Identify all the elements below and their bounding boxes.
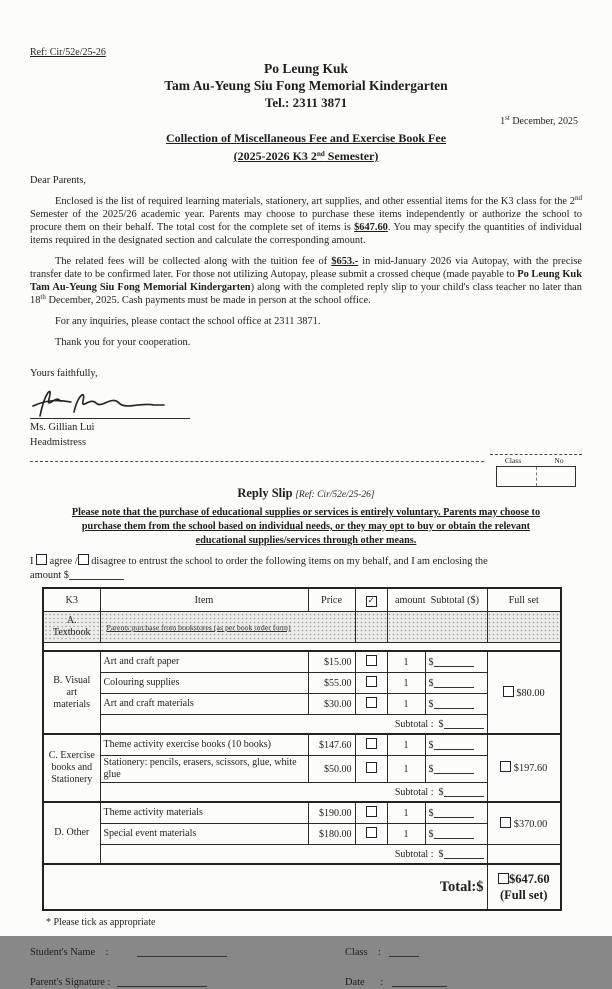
parent-signature-line[interactable]	[117, 976, 207, 987]
table-row: C. Exercise books and Stationery Theme activity exercise books (10 books) $147.60 1 $ $197.60	[43, 734, 561, 756]
letter-title-line2: (2025-2026 K3 2nd Semester)	[233, 149, 379, 163]
letterhead	[30, 60, 582, 111]
fullset-total-checkbox[interactable]	[498, 873, 509, 884]
class-line[interactable]	[389, 946, 419, 957]
col-item: Item	[100, 588, 308, 612]
fullset-b-checkbox[interactable]	[503, 686, 514, 697]
checked-box-icon: ✓	[367, 596, 375, 607]
class-no-box	[490, 454, 582, 487]
subtotal-line[interactable]	[434, 739, 474, 750]
total-amount-text: $647.60	[354, 222, 388, 233]
signer-name: Ms. Gillian Lui	[30, 422, 95, 433]
fullset-d-checkbox[interactable]	[500, 817, 511, 828]
subtotal-line[interactable]	[434, 828, 474, 839]
section-a-label: A. Textbook	[43, 612, 100, 643]
subtotal-line[interactable]	[444, 786, 484, 797]
subtotal-line[interactable]	[434, 698, 474, 709]
reply-slip-title: Reply Slip [Ref: Cir/52e/25-26]	[237, 486, 375, 500]
total-label: Total:$	[43, 864, 487, 910]
class-label: Class	[504, 456, 522, 465]
item-checkbox[interactable]	[366, 762, 377, 773]
disagree-checkbox[interactable]	[78, 554, 89, 565]
item-checkbox[interactable]	[366, 806, 377, 817]
fullset-c-checkbox[interactable]	[500, 761, 511, 772]
letter-date: 1st December, 2025	[500, 114, 578, 127]
parent-signature-label: Parent's Signature :	[30, 977, 111, 989]
ref-number: Ref: Cir/52e/25-26	[30, 47, 106, 58]
section-b-label: B. Visual art materials	[43, 651, 100, 734]
col-k3: K3	[43, 588, 100, 612]
section-d-label: D. Other	[43, 802, 100, 864]
amount-input-line[interactable]	[69, 569, 124, 580]
item-checkbox[interactable]	[366, 676, 377, 687]
date-line-fill[interactable]	[392, 976, 447, 987]
table-row: B. Visual art materials Art and craft paper $15.00 1 $ $80.00	[43, 651, 561, 673]
col-amount-subtotal: amount Subtotal ($)	[387, 588, 487, 612]
subtotal-row: Subtotal : $	[43, 845, 561, 865]
salutation: Dear Parents,	[30, 175, 86, 186]
table-row: Colouring supplies $55.00 1 $	[43, 673, 561, 694]
section-b-fullset: $80.00	[487, 651, 561, 734]
signature-rule	[30, 384, 190, 419]
total-fullset	[487, 864, 561, 910]
total-fullset-caption: (Full set)	[499, 888, 548, 903]
item-checkbox[interactable]	[366, 827, 377, 838]
total-row	[43, 864, 561, 910]
total-fullset-amount: $647.60	[508, 872, 550, 887]
col-price: Price	[308, 588, 355, 612]
payee-name: Po Leung Kuk Tam Au-Yeung Siu Fong Memorial Kindergarten	[30, 269, 582, 293]
spacer-row	[43, 643, 561, 652]
subtotal-row: Subtotal : $	[43, 783, 561, 803]
voluntary-note: Please note that the purchase of educational supplies or services is entirely voluntary. Parents may choose to purchase them from the school based on individual needs, or they may opt to buy or obtain the relevant educational supplies/services through other means.	[71, 507, 541, 546]
subtotal-line[interactable]	[434, 763, 474, 774]
class-field-label: Class :	[345, 947, 381, 959]
tuition-fee-text: $653.-	[331, 256, 359, 267]
subtotal-row: Subtotal : $	[43, 715, 561, 735]
no-label: No	[554, 456, 564, 465]
col-check	[355, 588, 387, 612]
table-row: Art and craft materials $30.00 1 $	[43, 694, 561, 715]
col-full-set: Full set	[487, 588, 561, 612]
signature-row	[30, 976, 582, 989]
subtotal-line[interactable]	[434, 807, 474, 818]
table-header-row	[43, 588, 561, 612]
signer-title: Headmistress	[30, 437, 86, 448]
student-name-label: Student's Name :	[30, 947, 109, 959]
signature-image	[30, 382, 180, 422]
paragraph-3: For any inquiries, please contact the school office at 2311 3871.	[55, 316, 321, 327]
cut-line	[30, 461, 484, 462]
subtotal-line[interactable]	[434, 656, 474, 667]
closing: Yours faithfully,	[30, 368, 98, 379]
table-row: Special event materials $180.00 1 $	[43, 824, 561, 845]
table-row: Stationery: pencils, erasers, scissors, glue, white glue $50.00 1 $	[43, 756, 561, 783]
agree-checkbox[interactable]	[36, 554, 47, 565]
school-name: Tam Au-Yeung Siu Fong Memorial Kindergarten	[164, 78, 448, 93]
signature-block	[30, 384, 582, 449]
org-name: Po Leung Kuk	[263, 61, 349, 76]
section-c-label: C. Exercise books and Stationery	[43, 734, 100, 802]
student-name-line[interactable]	[137, 946, 227, 957]
subtotal-line[interactable]	[434, 677, 474, 688]
subtotal-line[interactable]	[444, 848, 484, 859]
table-row: D. Other Theme activity materials $190.00 1 $ $370.00	[43, 802, 561, 824]
date-field-label: Date :	[345, 977, 384, 989]
item-checkbox[interactable]	[366, 697, 377, 708]
item-checkbox[interactable]	[366, 738, 377, 749]
paragraph-4: Thank you for your cooperation.	[55, 337, 191, 348]
agree-line: I agree / disagree to entrust the school to order the following items on my behalf, and I am enclosing the amount $	[30, 556, 488, 582]
school-tel: Tel.: 2311 3871	[264, 95, 348, 110]
paragraph-1: Enclosed is the list of required learning materials, stationery, art supplies, and other essential items for the K3 class for the 2nd Semester of the 2025/26 academic year. Parents may choose to purchase these items independently or authorize the school to procure them on their behalf. The total cost for the complete set of items is $647.60. You may specify the quantities of individual items required in the designated section and calculate the corresponding amount.	[30, 194, 582, 246]
tick-note: * Please tick as appropriate	[46, 917, 156, 929]
item-checkbox[interactable]	[366, 655, 377, 666]
section-c-fullset: $197.60	[487, 734, 561, 802]
cut-line-row	[30, 454, 582, 487]
student-name-row	[30, 946, 582, 959]
section-a-note: Parents purchase from bookstores (as per book order form)	[100, 612, 355, 643]
section-a-row	[43, 612, 561, 643]
paragraph-2: The related fees will be collected along with the tuition fee of $653.- in mid-January 2026 via Autopay, with the precise transfer date to be confirmed later. For those not utilizing Autopay, please submit a crossed cheque (made payable to Po Leung Kuk Tam Au-Yeung Siu Fong Memorial Kindergarten) along with the completed reply slip to your child's class teacher no later than 18th December, 2025. Cash payments must be made in person at the school office.	[30, 256, 583, 306]
fee-table	[42, 587, 562, 911]
letter-title-line1: Collection of Miscellaneous Fee and Exercise Book Fee	[165, 131, 447, 145]
class-input-box[interactable]	[497, 467, 536, 486]
subtotal-line[interactable]	[444, 718, 484, 729]
section-d-fullset: $370.00	[487, 802, 561, 845]
no-input-box[interactable]	[536, 467, 576, 486]
